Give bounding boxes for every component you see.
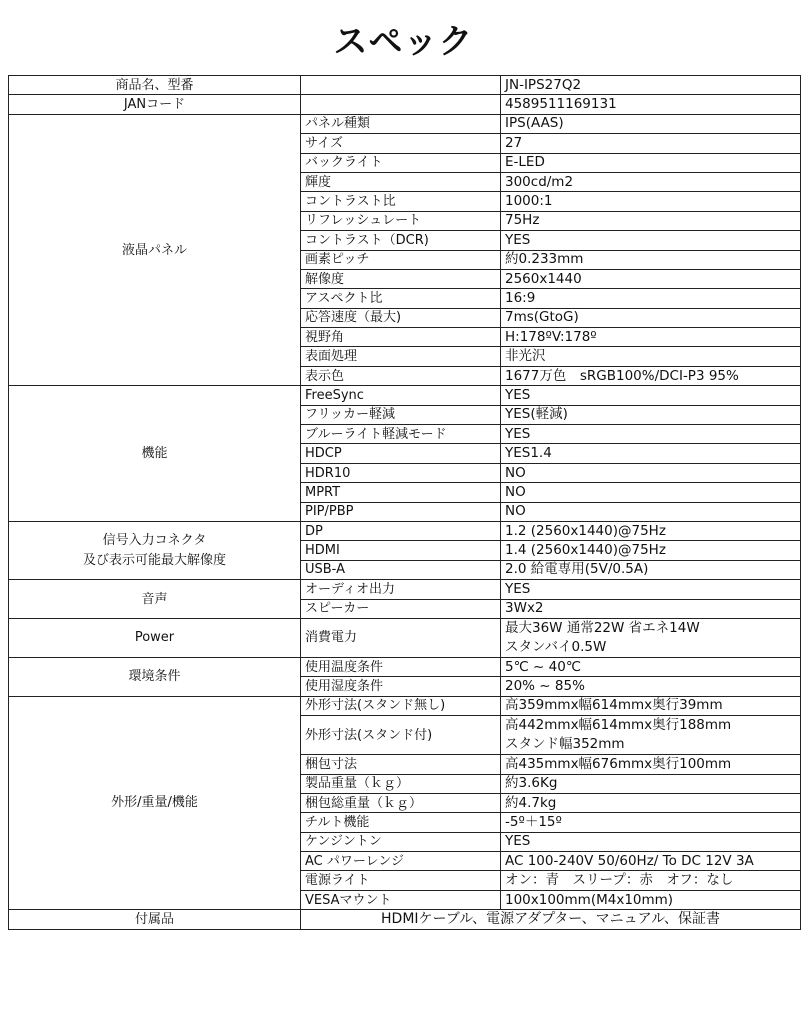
spec-value: 高359mmx幅614mmx奥行39mm [501, 696, 801, 715]
spec-value: IPS(AAS) [501, 114, 801, 133]
spec-value: 1677万色 sRGB100%/DCI-P3 95% [501, 366, 801, 385]
page-title: スペック [333, 22, 474, 62]
spec-label: チルト機能 [301, 813, 501, 832]
spec-label: 電源ライト [301, 871, 501, 890]
spec-value: YES [501, 580, 801, 599]
spec-value-line1: 高442mmx幅614mmx奥行188mm [505, 717, 732, 734]
spec-label: オーディオ出力 [301, 580, 501, 599]
spec-label: コントラスト比 [301, 192, 501, 211]
spec-label: 応答速度（最大) [301, 308, 501, 327]
spec-value: 20% ~ 85% [501, 677, 801, 696]
spec-value: -5º＋15º [501, 813, 801, 832]
spec-value: NO [501, 463, 801, 482]
empty-cell [301, 95, 501, 114]
table-row [9, 521, 801, 540]
product-name-value: JN-IPS27Q2 [501, 76, 801, 95]
spec-value-line2: スタンバイ0.5W [505, 638, 607, 655]
spec-value: 2.0 給電専用(5V/0.5A) [501, 560, 801, 579]
spec-label: バックライト [301, 153, 501, 172]
spec-label: コントラスト（DCR) [301, 231, 501, 250]
spec-value-line2: スタンド幅352mm [505, 736, 625, 753]
spec-label: パネル種類 [301, 114, 501, 133]
category-panel: 液晶パネル [9, 114, 301, 385]
spec-value: 75Hz [501, 211, 801, 230]
spec-value: 高435mmx幅676mmx奥行100mm [501, 755, 801, 774]
spec-value: 1.2 (2560x1440)@75Hz [501, 521, 801, 540]
spec-label: 外形寸法(スタンド付) [301, 716, 501, 755]
spec-label: 製品重量（ｋｇ） [301, 774, 501, 793]
spec-label: 表示色 [301, 366, 501, 385]
spec-label: 視野角 [301, 328, 501, 347]
accessories-value: HDMIケーブル、電源アダプター、マニュアル、保証書 [301, 910, 801, 929]
category-features: 機能 [9, 386, 301, 522]
spec-label: FreeSync [301, 386, 501, 405]
spec-label: リフレッシュレート [301, 211, 501, 230]
spec-value-line1: 最大36W 通常22W 省エネ14W [505, 619, 700, 636]
table-row [9, 580, 801, 599]
spec-value [501, 618, 801, 657]
table-row [9, 114, 801, 133]
category-environment: 環境条件 [9, 657, 301, 696]
accessories-label: 付属品 [9, 910, 301, 929]
spec-label: フリッカー軽減 [301, 405, 501, 424]
table-row [9, 386, 801, 405]
spec-value: 16:9 [501, 289, 801, 308]
spec-value: YES [501, 425, 801, 444]
spec-value: NO [501, 502, 801, 521]
spec-value: 約0.233mm [501, 250, 801, 269]
spec-label: 梱包寸法 [301, 755, 501, 774]
spec-value: YES1.4 [501, 444, 801, 463]
spec-label: サイズ [301, 134, 501, 153]
spec-label: ケンジントン [301, 832, 501, 851]
spec-value: 7ms(GtoG) [501, 308, 801, 327]
category-audio: 音声 [9, 580, 301, 619]
table-row [9, 76, 801, 95]
spec-label: USB-A [301, 560, 501, 579]
spec-value [501, 716, 801, 755]
empty-cell [301, 76, 501, 95]
spec-value: YES [501, 386, 801, 405]
spec-label: 輝度 [301, 172, 501, 191]
spec-value: 27 [501, 134, 801, 153]
spec-value: YES(軽減) [501, 405, 801, 424]
category-dimensions: 外形/重量/機能 [9, 696, 301, 910]
spec-label: アスペクト比 [301, 289, 501, 308]
jan-label: JANコード [9, 95, 301, 114]
table-row [9, 696, 801, 715]
spec-label: スピーカー [301, 599, 501, 618]
category-power: Power [9, 618, 301, 657]
spec-label: 使用温度条件 [301, 657, 501, 676]
spec-label: HDR10 [301, 463, 501, 482]
table-row [9, 910, 801, 929]
spec-label: 消費電力 [301, 618, 501, 657]
spec-value: 非光沢 [501, 347, 801, 366]
spec-value: オン：青 スリープ：赤 オフ：なし [501, 871, 801, 890]
spec-label: 解像度 [301, 269, 501, 288]
spec-label: 画素ピッチ [301, 250, 501, 269]
table-row [9, 95, 801, 114]
spec-label: 外形寸法(スタンド無し) [301, 696, 501, 715]
spec-value: E-LED [501, 153, 801, 172]
spec-value: 約3.6Kg [501, 774, 801, 793]
spec-value: NO [501, 483, 801, 502]
spec-label: MPRT [301, 483, 501, 502]
spec-table [8, 75, 801, 930]
spec-value: 1000:1 [501, 192, 801, 211]
spec-label: HDCP [301, 444, 501, 463]
spec-label: ブルーライト軽減モード [301, 425, 501, 444]
spec-label: AC パワーレンジ [301, 852, 501, 871]
spec-label: DP [301, 521, 501, 540]
spec-value: 100x100mm(M4x10mm) [501, 890, 801, 909]
spec-value: 3Wx2 [501, 599, 801, 618]
spec-value: 300cd/m2 [501, 172, 801, 191]
table-row [9, 618, 801, 657]
spec-value: H:178ºV:178º [501, 328, 801, 347]
spec-value: 約4.7kg [501, 793, 801, 812]
spec-label: 使用湿度条件 [301, 677, 501, 696]
spec-value: 2560x1440 [501, 269, 801, 288]
jan-value: 4589511169131 [501, 95, 801, 114]
spec-label: HDMI [301, 541, 501, 560]
spec-label: VESAマウント [301, 890, 501, 909]
product-name-label: 商品名、型番 [9, 76, 301, 95]
spec-value: 1.4 (2560x1440)@75Hz [501, 541, 801, 560]
spec-value: 5℃ ~ 40℃ [501, 657, 801, 676]
category-inputs-line2: 及び表示可能最大解像度 [82, 552, 226, 568]
table-row [9, 657, 801, 676]
spec-value: YES [501, 231, 801, 250]
spec-label: 表面処理 [301, 347, 501, 366]
category-inputs-line1: 信号入力コネクタ [102, 532, 207, 548]
spec-label: 梱包総重量（ｋｇ） [301, 793, 501, 812]
category-inputs [9, 521, 301, 579]
spec-value: AC 100-240V 50/60Hz/ To DC 12V 3A [501, 852, 801, 871]
spec-label: PIP/PBP [301, 502, 501, 521]
spec-value: YES [501, 832, 801, 851]
